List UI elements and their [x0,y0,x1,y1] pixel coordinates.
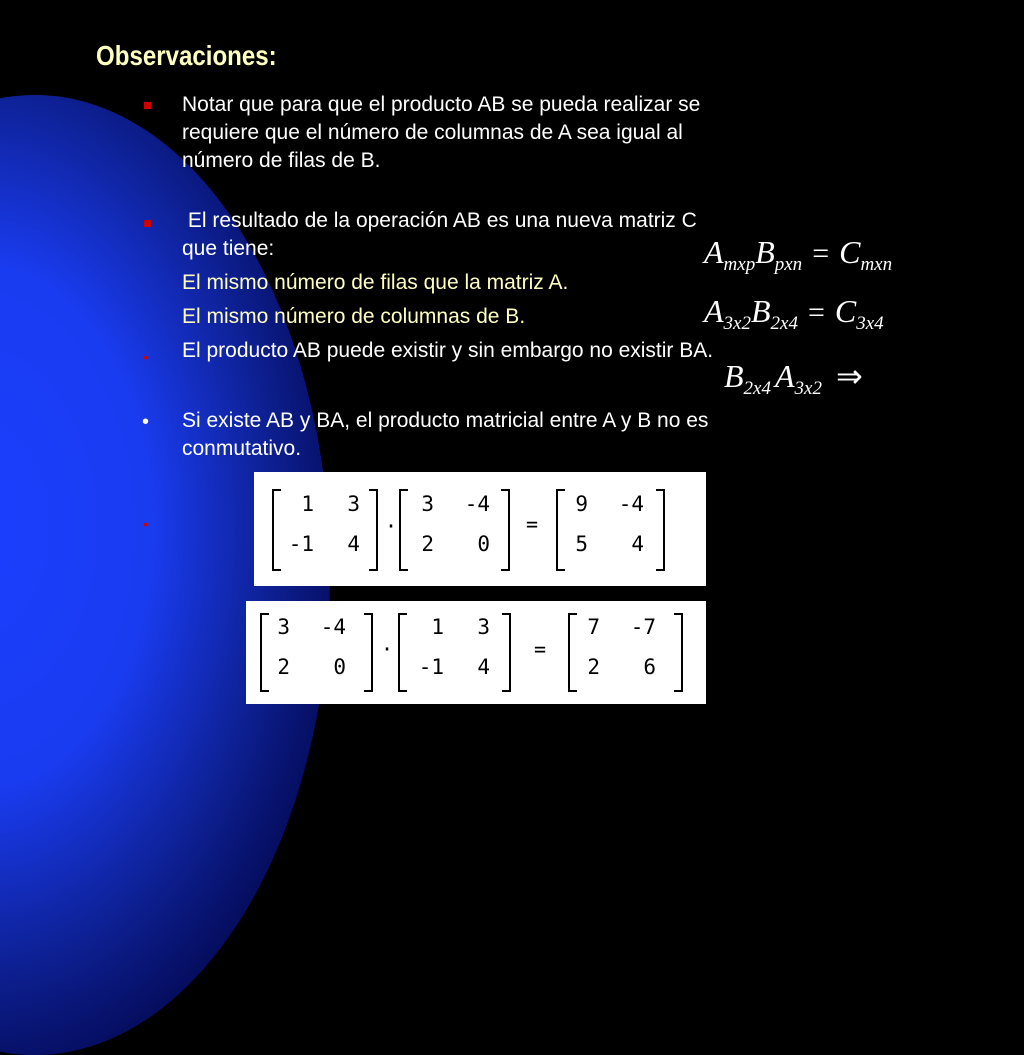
square-bullet-icon [144,102,151,109]
equals-sign: = [534,637,547,661]
right-bracket [369,489,378,571]
formula-dimension-general: $A_{mxp}B_{pxn} = C_{mxn}$ [704,234,893,275]
bullet-item-4: Si existe AB y BA, el producto matricial entre A y B no es conmutativo. [182,409,709,460]
right-bracket [501,489,510,571]
matrix-a: 1 3 -1 4 [288,492,360,556]
right-bracket [656,489,665,571]
matrix-product-ba [246,601,706,704]
slide-title: Observaciones: [96,40,277,71]
bullet-item-1: Notar que para que el producto AB se pueda realizar se requiere que el número de columnas de A sea igual al número de filas de B. [182,93,701,172]
square-bullet-icon [144,220,151,227]
multiply-operator: · [381,637,394,661]
matrix-b: 3 -4 2 0 [277,615,346,679]
matrix-result-ba: 7 -7 2 6 [587,615,656,679]
bullet-item-2: El resultado de la operación AB es una nueva matriz C que tiene: [182,209,703,260]
sub-item-columns: El mismo número de columnas de B. [182,305,526,328]
dot-bullet-icon: • [142,411,150,433]
right-bracket [502,613,511,692]
right-bracket [674,613,683,692]
matrix-a: 1 3 -1 4 [418,615,490,679]
matrix-b: 3 -4 2 0 [421,492,490,556]
matrix-product-ab [254,472,706,586]
multiply-operator: · [385,514,398,538]
small-bullet-icon: • [143,516,148,532]
right-bracket [364,613,373,692]
matrix-result-ab: 9 -4 5 4 [575,492,644,556]
sub-item-rows: El mismo número de filas que la matriz A. [182,271,569,294]
bullet-item-3: El producto AB puede existir y sin embargo no existir BA. [182,339,714,362]
equals-sign: = [526,512,539,536]
small-bullet-icon: • [143,349,148,365]
formula-reverse-product: $B_{2x4}$ $A_{3x2}$ ⇒ [724,358,863,399]
formula-dimension-example: $A_{3x2}B_{2x4} = C_{3x4}$ [704,293,884,334]
